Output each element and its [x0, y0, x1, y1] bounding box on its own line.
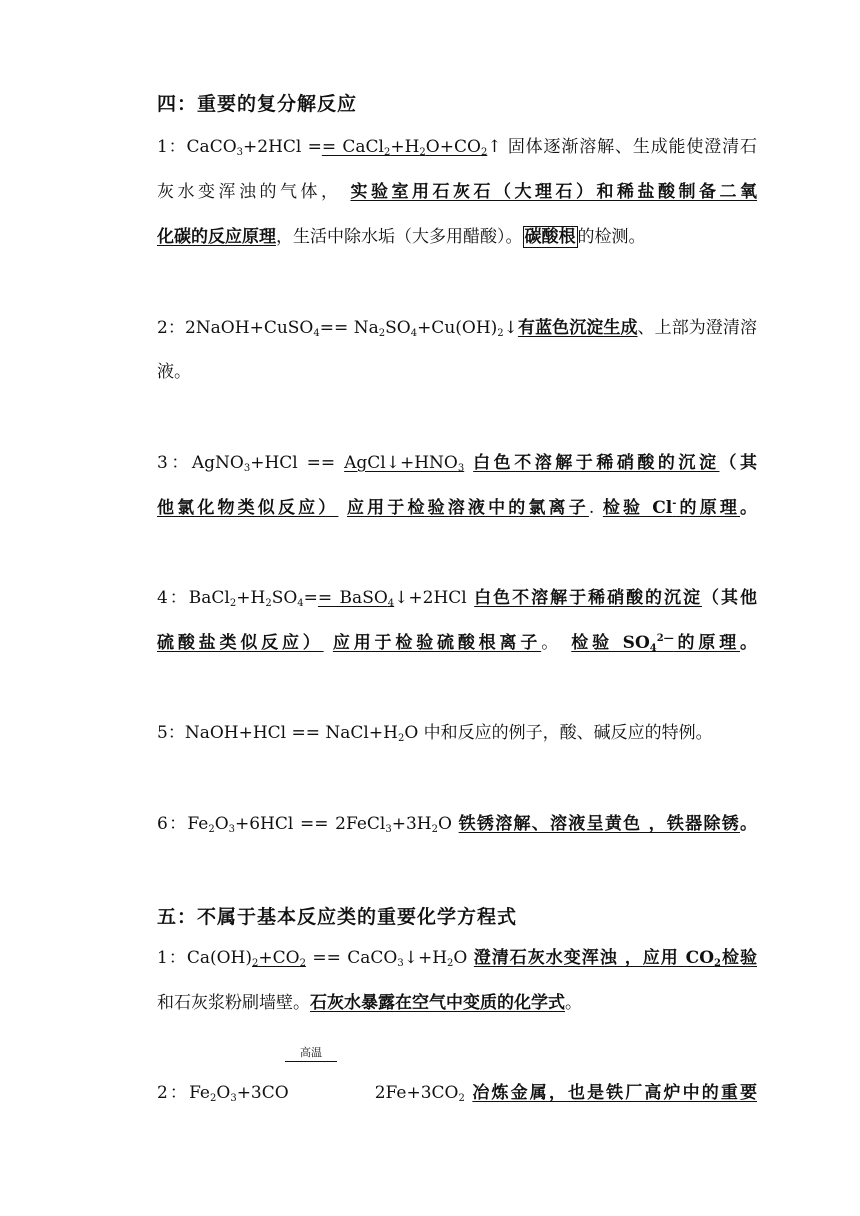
- section5-heading: 五：不属于基本反应类的重要化学方程式: [157, 906, 518, 928]
- reaction-5-1-line2: 和石灰浆粉刷墙壁。石灰水暴露在空气中变质的化学式。: [157, 993, 582, 1013]
- reaction-5-1-line1: 1：$Ca(OH)_2+CO_2$ == $CaCO_3↓+H_2O$ 澄清石灰水变浑浊 ，应用 $CO_2$检验: [157, 948, 757, 969]
- reaction-4-1-line2: 灰水变浑浊的气体， 实验室用石灰石（大理石）和稀盐酸制备二氧: [157, 182, 758, 202]
- reaction-4-2-line1: 2：2NaOH+CuSO$_4$== $Na_2SO_4+Cu(OH)_2↓$有蓝色沉淀生成、上部为澄清溶: [157, 318, 758, 339]
- reaction-4-2-line2: 液。: [157, 362, 191, 382]
- reaction-4-6-line1: 6：$Fe_2O_3+6HCl$ == $2FeCl_3+3H_2O$ 铁锈溶解、溶液呈黄色 ，铁器除锈。: [157, 814, 757, 835]
- reaction-4-4-line1: 4：$BaCl_2+H_2SO_4==$ BaSO$_4$↓+2HCl 白色不溶解于稀硝酸的沉淀（其他: [157, 588, 758, 609]
- reaction-4-3-line1: 3：AgNO$_3$+HCl == $AgCl↓+HNO_3$ 白色不溶解于稀硝酸的沉淀（其: [157, 453, 758, 474]
- reaction-4-5-line1: 5：NaOH+HCl == $NaCl+H_2O$ 中和反应的例子，酸、碱反应的特例。: [157, 723, 713, 744]
- reaction-4-3-line2: 他氯化物类似反应） 应用于检验溶液中的氯离子. 检验 Cl-的原理。: [157, 498, 758, 518]
- reaction-condition: 高温: [285, 1046, 337, 1062]
- reaction-4-4-line2: 硫酸盐类似反应） 应用于检验硫酸根离子。 检验 $SO_4^{2—}$的原理。: [157, 633, 758, 654]
- reaction-5-2-line1: 2：$Fe_2O_3+3CO$ $2Fe+3CO_2$ 冶炼金属，也是铁厂高炉中的重要: [157, 1083, 758, 1104]
- reaction-4-1-line1: 1：CaCO$_3$+2HCl == $CaCl_2+H_2O+CO_2↑$ 固体逐渐溶解、生成能使澄清石: [157, 137, 757, 158]
- section4-heading: 四：重要的复分解反应: [157, 93, 358, 115]
- reaction-4-1-line3: 化碳的反应原理，生活中除水垢（大多用醋酸）。 碳酸根 的检测。: [157, 227, 646, 247]
- boxed-term: 碳酸根: [524, 227, 576, 247]
